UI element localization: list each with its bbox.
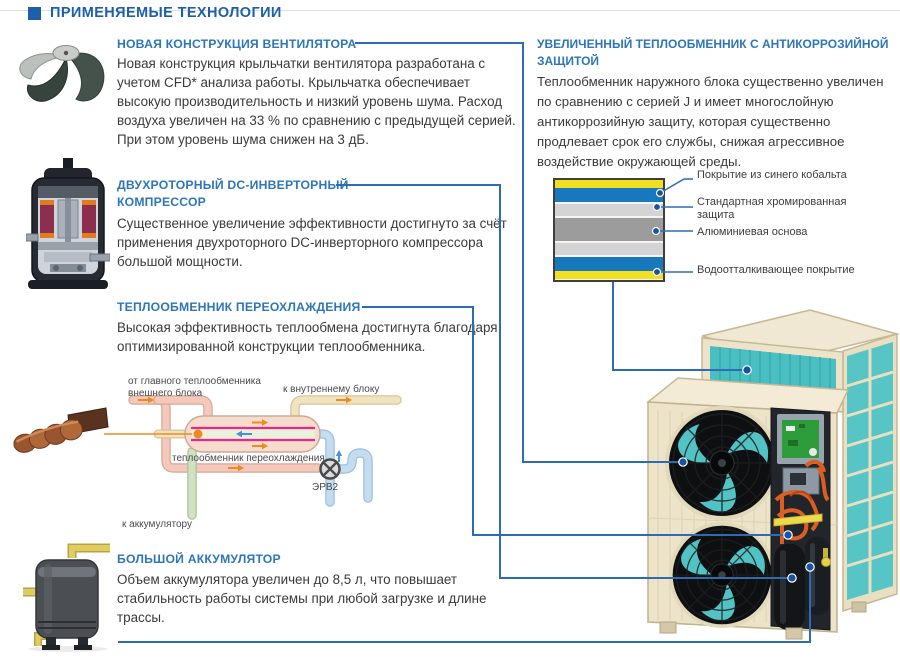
diagram-label-to-indoor: к внутреннему блоку bbox=[283, 384, 380, 395]
blue-square-icon bbox=[28, 7, 41, 20]
page-title: ПРИМЕНЯЕМЫЕ ТЕХНОЛОГИИ bbox=[50, 5, 282, 21]
diagram-label-subcool-hx: теплообменник переохлаждения bbox=[172, 453, 325, 464]
section-body-compressor: Существенное увеличение эффективности достигнуто за счёт применения двухроторного DC-инверторного компрессора большой мощности. bbox=[117, 216, 507, 269]
layer-cobalt-blue-top bbox=[555, 188, 663, 202]
diagram-label-from-main-hx: от главного теплообменника внешнего блока bbox=[128, 376, 261, 399]
section-body-heat-exchanger: Теплообменник наружного блока существенно увеличен по сравнению с серией J и имеет многослойную антикоррозийную защиту, которая существенно продлевает срок его службы, снижая агрессивное воздействие окружающей среды. bbox=[537, 74, 884, 169]
bottom-fan bbox=[669, 522, 775, 628]
layer-chrome-top bbox=[555, 204, 663, 216]
discharge-pipe bbox=[90, 254, 110, 261]
top-fan bbox=[665, 406, 779, 520]
motor-winding bbox=[82, 205, 96, 233]
section-title-compressor: ДВУХРОТОРНЫЙ DC-ИНВЕРТОРНЫЙ КОМПРЕССОР bbox=[117, 178, 349, 209]
compressor-image bbox=[26, 156, 110, 294]
unit-foot bbox=[786, 628, 802, 639]
section-title-accumulator: БОЛЬШОЙ АККУМУЛЯТОР bbox=[117, 552, 281, 566]
service-valve bbox=[822, 558, 831, 567]
layer-aluminum-base bbox=[555, 218, 663, 241]
section-body-fan: Новая конструкция крыльчатки вентилятора разработана с учетом CFD* анализа работы. Крыльчатка обеспечивает высокую производительность и низкий уровень шума. Расход воздуха увеличен на 33 % по сравнению с предыдущей серией. При этом уровень шума снижен на 3 дБ. bbox=[117, 56, 516, 147]
motor-winding bbox=[40, 205, 54, 233]
twisted-copper-coil bbox=[12, 418, 85, 454]
outdoor-unit-illustration bbox=[640, 300, 900, 650]
sensor-dot bbox=[194, 430, 203, 439]
diagram-label-erv2: ЭРВ2 bbox=[312, 482, 339, 493]
copper-pipe-image bbox=[8, 405, 112, 457]
layer-water-repellent-bottom bbox=[555, 271, 663, 279]
section-title-subcool: ТЕПЛООБМЕННИК ПЕРЕОХЛАЖДЕНИЯ bbox=[117, 300, 361, 314]
internals-compartment bbox=[771, 408, 831, 630]
accumulator-image bbox=[22, 540, 114, 652]
fan-image bbox=[10, 40, 112, 112]
unit-foot bbox=[660, 622, 676, 633]
section-title-heat-exchanger: УВЕЛИЧЕННЫЙ ТЕПЛООБМЕННИК С АНТИКОРРОЗИЙНОЙ ЗАЩИТОЙ bbox=[537, 37, 889, 68]
layer-label-chrome: Стандартная хромированная защита bbox=[697, 196, 847, 221]
layer-water-repellent-top bbox=[555, 180, 663, 188]
accumulator-top-pipe bbox=[72, 548, 110, 558]
page-header bbox=[28, 5, 282, 21]
layer-chrome-bottom bbox=[555, 243, 663, 255]
coating-layers-diagram bbox=[553, 178, 665, 282]
layer-cobalt-blue-bottom bbox=[555, 257, 663, 271]
section-body-subcool: Высокая эффективность теплообмена достигнута благодаря оптимизированной конструкции теплообменника. bbox=[117, 320, 498, 354]
section-title-fan: НОВАЯ КОНСТРУКЦИЯ ВЕНТИЛЯТОРА bbox=[117, 37, 357, 51]
front-unit bbox=[648, 378, 848, 639]
compressor-cylinder bbox=[774, 544, 805, 630]
section-body-accumulator: Объем аккумулятора увеличен до 8,5 л, что повышает стабильность работы системы при любой загрузке и длине трассы. bbox=[117, 572, 487, 625]
layer-label-cobalt: Покрытие из синего кобальта bbox=[697, 169, 847, 181]
layer-label-aluminum: Алюминиевая основа bbox=[697, 226, 808, 238]
layer-label-water-repellent: Водоотталкивающее покрытие bbox=[697, 264, 855, 276]
diagram-label-to-accumulator: к аккумулятору bbox=[122, 519, 192, 530]
